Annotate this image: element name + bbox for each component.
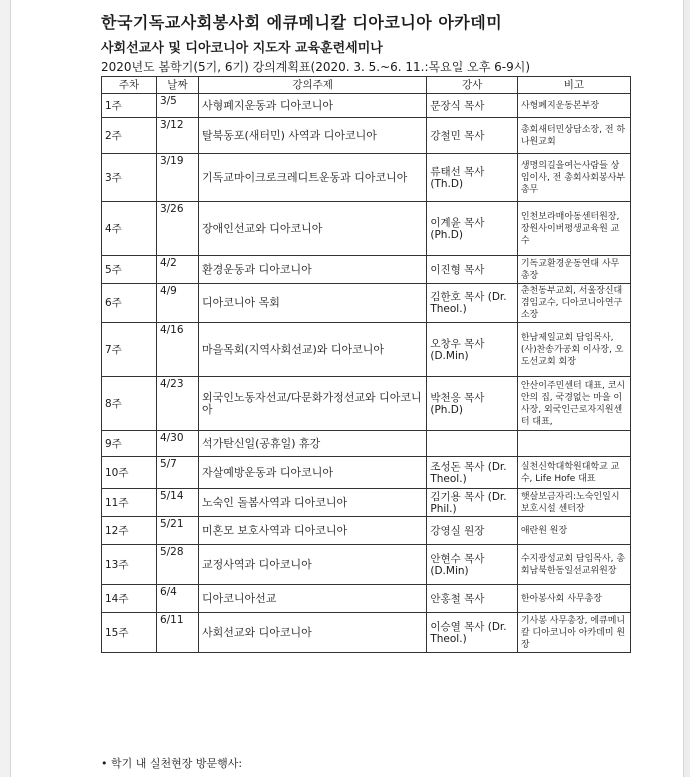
table-row: [102, 256, 631, 284]
table-row: [102, 323, 631, 377]
cell-lecturer: 강영실 원장: [427, 517, 518, 545]
table-header-row: [102, 77, 631, 94]
cell-date: 4/9: [156, 284, 198, 323]
cell-lecturer: 오창우 목사 (D.Min): [427, 323, 518, 377]
cell-lecturer: 강철민 목사: [427, 118, 518, 154]
table-row: [102, 545, 631, 585]
cell-note: 햇살보금자리:노숙인일시보호시설 센터장: [517, 489, 630, 517]
cell-topic: 마을목회(지역사회선교)와 디아코니아: [198, 323, 426, 377]
cell-note: 기독교환경운동연대 사무총장: [517, 256, 630, 284]
table-row: [102, 431, 631, 457]
table-row: [102, 94, 631, 118]
cell-topic: 기독교마이크로크레디트운동과 디아코니아: [198, 154, 426, 202]
right-frame-edge: [683, 0, 690, 777]
cell-topic: 장애인선교와 디아코니아: [198, 202, 426, 256]
cell-week: 3주: [102, 154, 157, 202]
cell-topic: 석가탄신일(공휴일) 휴강: [198, 431, 426, 457]
cell-lecturer: 안현수 목사 (D.Min): [427, 545, 518, 585]
cell-note: 사형폐지운동본부장: [517, 94, 630, 118]
table-row: [102, 517, 631, 545]
table-row: [102, 489, 631, 517]
cell-note: 안산이주민센터 대표, 코시안의 집, 국경없는 마을 이사장, 외국인근로자지원센터 대표,: [517, 377, 630, 431]
cell-lecturer: 김기용 목사 (Dr. Phil.): [427, 489, 518, 517]
table-row: [102, 613, 631, 653]
cell-lecturer: 박천응 목사 (Ph.D): [427, 377, 518, 431]
cell-week: 15주: [102, 613, 157, 653]
cell-note: 기사봉 사무총장, 에큐메니칼 디아코니아 아카데미 원장: [517, 613, 630, 653]
cell-lecturer: 조성돈 목사 (Dr. Theol.): [427, 457, 518, 489]
cell-week: 9주: [102, 431, 157, 457]
table-row: [102, 457, 631, 489]
cell-lecturer: 문장식 목사: [427, 94, 518, 118]
cell-lecturer: 이계윤 목사 (Ph.D): [427, 202, 518, 256]
cell-topic: 디아코니아선교: [198, 585, 426, 613]
schedule-table: [101, 76, 631, 653]
table-row: [102, 284, 631, 323]
bullet-icon: •: [101, 757, 111, 770]
cell-date: 4/2: [156, 256, 198, 284]
cell-topic: 사회선교와 디아코니아: [198, 613, 426, 653]
table-row: [102, 585, 631, 613]
cell-week: 1주: [102, 94, 157, 118]
cell-topic: 자살예방운동과 디아코니아: [198, 457, 426, 489]
cell-date: 4/16: [156, 323, 198, 377]
cell-lecturer: 이진형 목사: [427, 256, 518, 284]
cell-topic: 외국인노동자선교/다문화가정선교와 디아코니아: [198, 377, 426, 431]
cell-note: 한남제일교회 담임목사, (사)찬송가공회 이사장, 오도선교회 회장: [517, 323, 630, 377]
cell-lecturer: 류태선 목사 (Th.D): [427, 154, 518, 202]
cell-date: 5/14: [156, 489, 198, 517]
cell-topic: 탈북동포(새터민) 사역과 디아코니아: [198, 118, 426, 154]
column-header-note: 비고: [517, 77, 630, 94]
cell-note: [517, 431, 630, 457]
cell-topic: 디아코니아 목회: [198, 284, 426, 323]
cell-note: 인천보라매아동센터원장, 장원사이버평생교육원 교수: [517, 202, 630, 256]
cell-date: 5/28: [156, 545, 198, 585]
cell-note: 춘천동부교회, 서울장신대 겸임교수, 디아코니아연구소장: [517, 284, 630, 323]
document-subtitle: 사회선교사 및 디아코니아 지도자 교육훈련세미나: [101, 41, 383, 56]
cell-note: 애란원 원장: [517, 517, 630, 545]
cell-lecturer: 안홍철 목사: [427, 585, 518, 613]
left-frame-edge: [0, 0, 11, 777]
cell-week: 14주: [102, 585, 157, 613]
cell-date: 4/30: [156, 431, 198, 457]
cell-date: 5/21: [156, 517, 198, 545]
cell-topic: 미혼모 보호사역과 디아코니아: [198, 517, 426, 545]
cell-topic: 환경운동과 디아코니아: [198, 256, 426, 284]
cell-week: 10주: [102, 457, 157, 489]
cell-date: 3/26: [156, 202, 198, 256]
cell-topic: 교정사역과 디아코니아: [198, 545, 426, 585]
cell-week: 8주: [102, 377, 157, 431]
cell-topic: 사형폐지운동과 디아코니아: [198, 94, 426, 118]
cell-date: 6/11: [156, 613, 198, 653]
cell-week: 2주: [102, 118, 157, 154]
cell-lecturer: [427, 431, 518, 457]
cell-week: 11주: [102, 489, 157, 517]
cell-date: 6/4: [156, 585, 198, 613]
cell-date: 3/19: [156, 154, 198, 202]
cell-week: 4주: [102, 202, 157, 256]
cell-week: 7주: [102, 323, 157, 377]
footnote-text: 학기 내 실천현장 방문행사:: [111, 757, 243, 770]
schedule-header-line: 2020년도 봄학기(5기, 6기) 강의계획표(2020. 3. 5.~6. 11.:목요일 오후 6-9시): [101, 60, 531, 74]
document-title: 한국기독교사회봉사회 에큐메니칼 디아코니아 아카데미: [101, 13, 503, 32]
cell-week: 5주: [102, 256, 157, 284]
cell-date: 4/23: [156, 377, 198, 431]
column-header-lecturer: 강사: [427, 77, 518, 94]
column-header-topic: 강의주제: [198, 77, 426, 94]
cell-date: 3/5: [156, 94, 198, 118]
cell-week: 6주: [102, 284, 157, 323]
table-row: [102, 118, 631, 154]
column-header-date: 날짜: [156, 77, 198, 94]
cell-note: 수지광성교회 담임목사, 총회남북한동일선교위원장: [517, 545, 630, 585]
cell-topic: 노숙인 돌봄사역과 디아코니아: [198, 489, 426, 517]
cell-week: 13주: [102, 545, 157, 585]
table-row: [102, 202, 631, 256]
footnote: [101, 755, 242, 771]
table-row: [102, 377, 631, 431]
cell-note: 총회새터민상담소장, 전 하나원교회: [517, 118, 630, 154]
cell-date: 5/7: [156, 457, 198, 489]
cell-week: 12주: [102, 517, 157, 545]
cell-lecturer: 김한호 목사 (Dr. Theol.): [427, 284, 518, 323]
cell-note: 실천신학대학원대학교 교수, Life Hofe 대표: [517, 457, 630, 489]
cell-lecturer: 이승열 목사 (Dr. Theol.): [427, 613, 518, 653]
table-row: [102, 154, 631, 202]
cell-date: 3/12: [156, 118, 198, 154]
cell-note: 생명의길을여는사람들 상임이사, 전 총회사회봉사부 총무: [517, 154, 630, 202]
cell-note: 한아봉사회 사무총장: [517, 585, 630, 613]
column-header-week: 주차: [102, 77, 157, 94]
